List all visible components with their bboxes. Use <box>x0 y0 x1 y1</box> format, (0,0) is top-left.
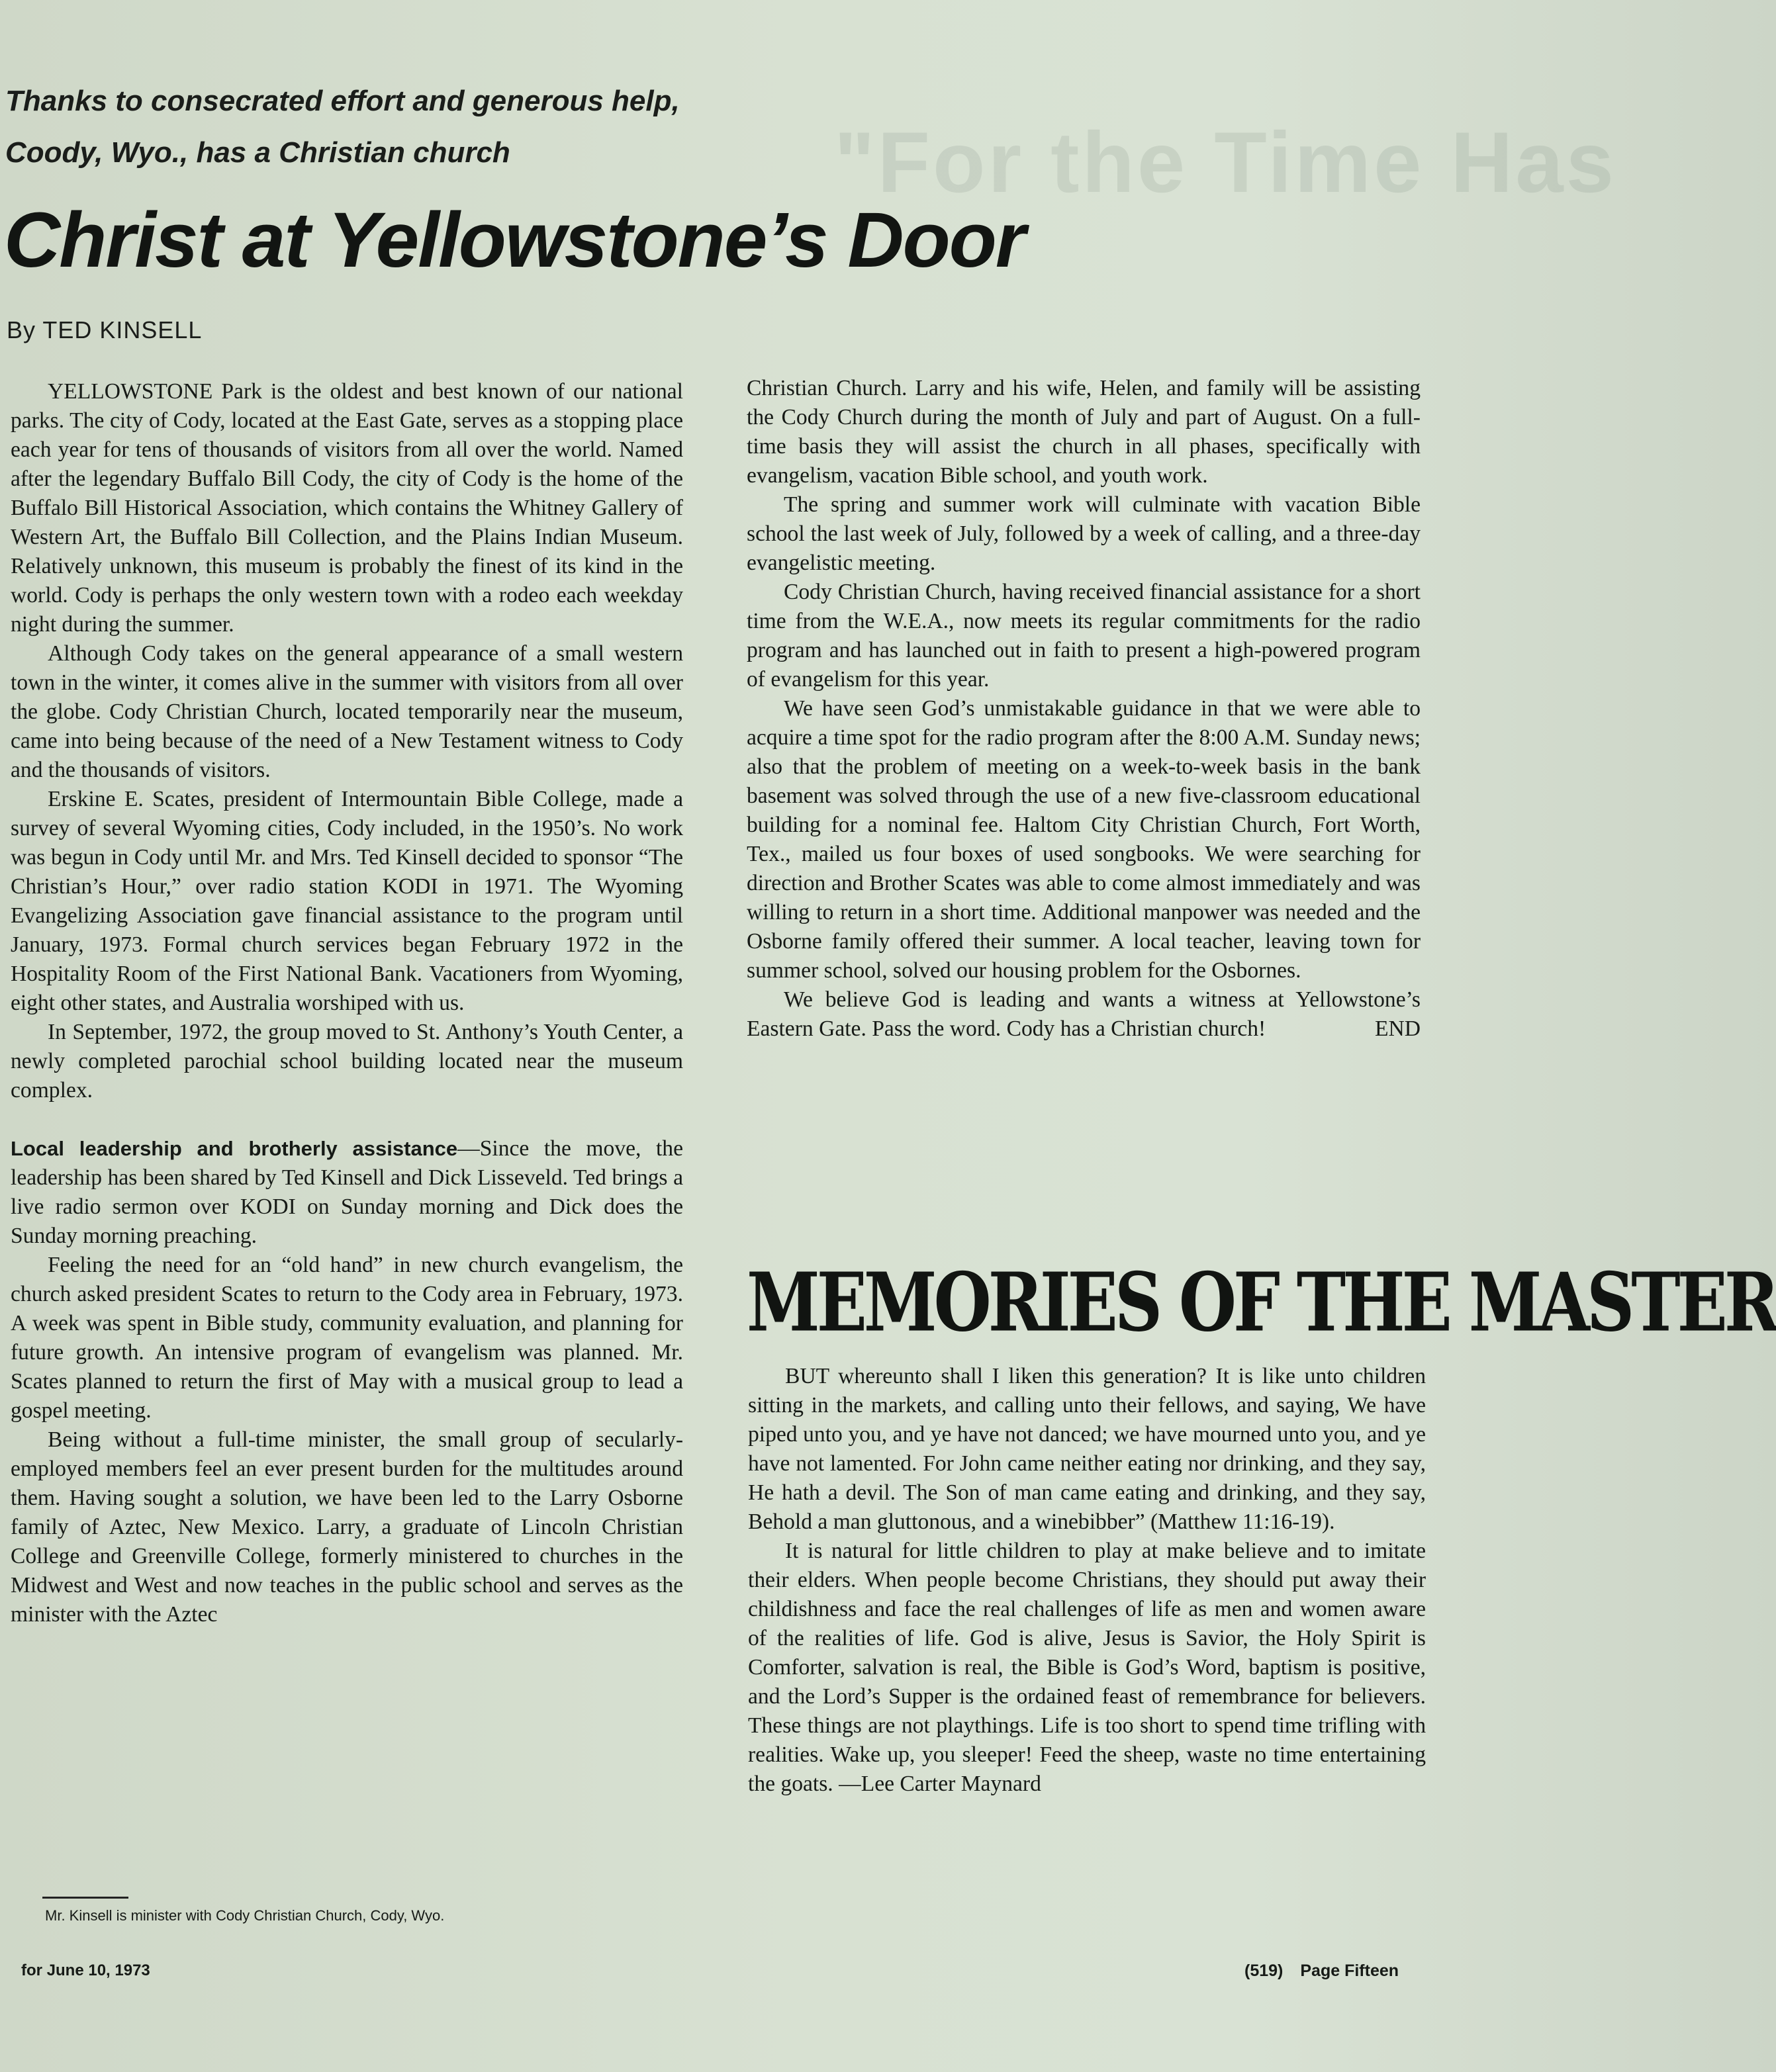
paragraph-text: —Since the move, the leadership has been shared by Ted Kinsell and Dick Lisseveld. Ted brings a live radio sermon over KODI on Sunday morning and Dick does the Sunday morning preaching. <box>11 1136 683 1248</box>
paragraph: Feeling the need for an “old hand” in new church evangelism, the church asked president Scates to return to the Cody area in February, 1973. A week was spent in Bible study, community evaluation, and planning for future growth. An intensive program of evangelism was planned. Mr. Scates planned to return the first of May with a musical group to lead a gospel meeting. <box>11 1253 683 1423</box>
signature: —Lee Carter Maynard <box>839 1772 1041 1796</box>
paragraph: Erskine E. Scates, president of Intermountain Bible College, made a survey of several Wyoming cities, Cody included, in the 1950’s. No work was begun in Cody until Mr. and Mrs. Ted Kinsell decided to sponsor “The Christian’s Hour,” over radio station KODI in 1971. The Wyoming Evangelizing Association gave financial assistance to the program until January, 1973. Formal church services began February 1972 in the Hospitality Room of the First National Bank. Vacationers from Wyoming, eight other states, and Australia worshiped with us. <box>11 787 683 1015</box>
paragraph: Being without a full-time minister, the small group of secularly-employed members feel an ever present burden for the multitudes around them. Having sought a solution, we have been led to the Larry Osborne family of Aztec, New Mexico. Larry, a graduate of Lincoln Christian College and Greenville College, formerly ministered to churches in the Midwest and West and now teaches in the public school and serves as the minister with the Aztec <box>11 1427 683 1627</box>
footnote: Mr. Kinsell is minister with Cody Christian Church, Cody, Wyo. <box>45 1907 445 1924</box>
issue-date: for June 10, 1973 <box>21 1961 150 1979</box>
memories-column <box>748 1362 1426 1799</box>
paragraph-with-subhead <box>11 1134 683 1251</box>
paragraph: In September, 1972, the group moved to St. Anthony’s Youth Center, a newly completed parochial school building located near the museum complex. <box>11 1020 683 1103</box>
paragraph <box>747 985 1421 1044</box>
paragraph: The spring and summer work will culminate with vacation Bible school the last week of July, followed by a week of calling, and a three-day evangelistic meeting. <box>747 492 1421 575</box>
paragraph: BUT whereunto shall I liken this generation? It is like unto children sitting in the markets, and calling unto their fellows, and saying, We have piped unto you, and ye have not danced; we have mourned unto you, and ye have not lamented. For John came neither eating nor drinking, and they say, He hath a devil. The Son of man came eating and drinking, and they say, Behold a man gluttonous, and a winebibber” (Matthew 11:16-19). <box>748 1364 1426 1534</box>
paragraph <box>748 1537 1426 1799</box>
paragraph: Christian Church. Larry and his wife, Helen, and family will be assisting the Cody Church during the month of July and part of August. On a full-time basis they will assist the church in all phases, specifically with evangelism, vacation Bible school, and youth work. <box>747 376 1421 488</box>
faint-background-heading: "For the Time Has <box>834 114 1616 210</box>
article-title: Christ at Yellowstone’s Door <box>4 197 1025 284</box>
page-footer <box>1244 1961 1399 1981</box>
paragraph: We have seen God’s unmistakable guidance in that we were able to acquire a time spot for the radio program after the 8:00 A.M. Sunday news; also that the problem of meeting on a week-to-week basis in the bank basement was solved through the use of a new five-classroom educational building for a nominal fee. Haltom City Christian Church, Fort Worth, Tex., mailed us four boxes of used songbooks. We were searching for direction and Brother Scates was able to come almost immediately and was willing to return in a short time. Additional manpower was needed and the Osborne family offered their summer. A local teacher, leaving town for summer school, solved our housing problem for the Osbornes. <box>747 696 1421 983</box>
paragraph: Although Cody takes on the general appearance of a small western town in the winter, it comes alive in the summer with visitors from all over the globe. Cody Christian Church, located temporarily near the museum, came into being because of the need of a New Testament witness to Cody and the thousands of visitors. <box>11 641 683 782</box>
article-left-column <box>11 377 683 1629</box>
footnote-rule <box>42 1897 128 1899</box>
memories-title: MEMORIES OF THE MASTER <box>747 1255 1776 1350</box>
paragraph: YELLOWSTONE Park is the oldest and best known of our national parks. The city of Cody, located at the East Gate, serves as a stopping place each year for tens of thousands of visitors from all over the world. Named after the legendary Buffalo Bill Cody, the city of Cody is the home of the Buffalo Bill Historical Association, which contains the Whitney Gallery of Western Art, the Buffalo Bill Collection, and the Plains Indian Museum. Relatively unknown, this museum is probably the finest of its kind in the world. Cody is perhaps the only western town with a rodeo each weekday night during the summer. <box>11 379 683 637</box>
paragraph-text: We believe God is leading and wants a witness at Yellowstone’s Eastern Gate. Pass the word. Cody has a Christian church! <box>747 987 1421 1041</box>
deck-line-1: Thanks to consecrated effort and generous help, <box>5 85 680 117</box>
paragraph-text: It is natural for little children to play at make believe and to imitate their elders. When people become Christians, they should put away their childishness and face the real challenges of life as men and women aware of the realities of life. God is alive, Jesus is Savior, the Holy Spirit is Comforter, salvation is real, the Bible is God’s Word, baptism is positive, and the Lord’s Supper is the ordained feast of remembrance for believers. These things are not playthings. Life is too short to spend time trifling with realities. Wake up, you sleeper! Feed the sheep, waste no time entertaining the goats. <box>748 1539 1426 1796</box>
deck-line-2: Coody, Wyo., has a Christian church <box>5 136 510 169</box>
end-mark: END <box>1374 1016 1421 1041</box>
byline: By TED KINSELL <box>7 316 203 343</box>
article-right-column <box>747 374 1421 1044</box>
page-number: Page Fifteen <box>1300 1961 1399 1980</box>
paragraph: Cody Christian Church, having received financial assistance for a short time from the W.E.A., now meets its regular commitments for the radio program and has launched out in faith to present a high-powered program of evangelism for this year. <box>747 580 1421 692</box>
section-subhead: Local leadership and brotherly assistance <box>11 1137 458 1160</box>
page-code: (519) <box>1244 1961 1284 1980</box>
